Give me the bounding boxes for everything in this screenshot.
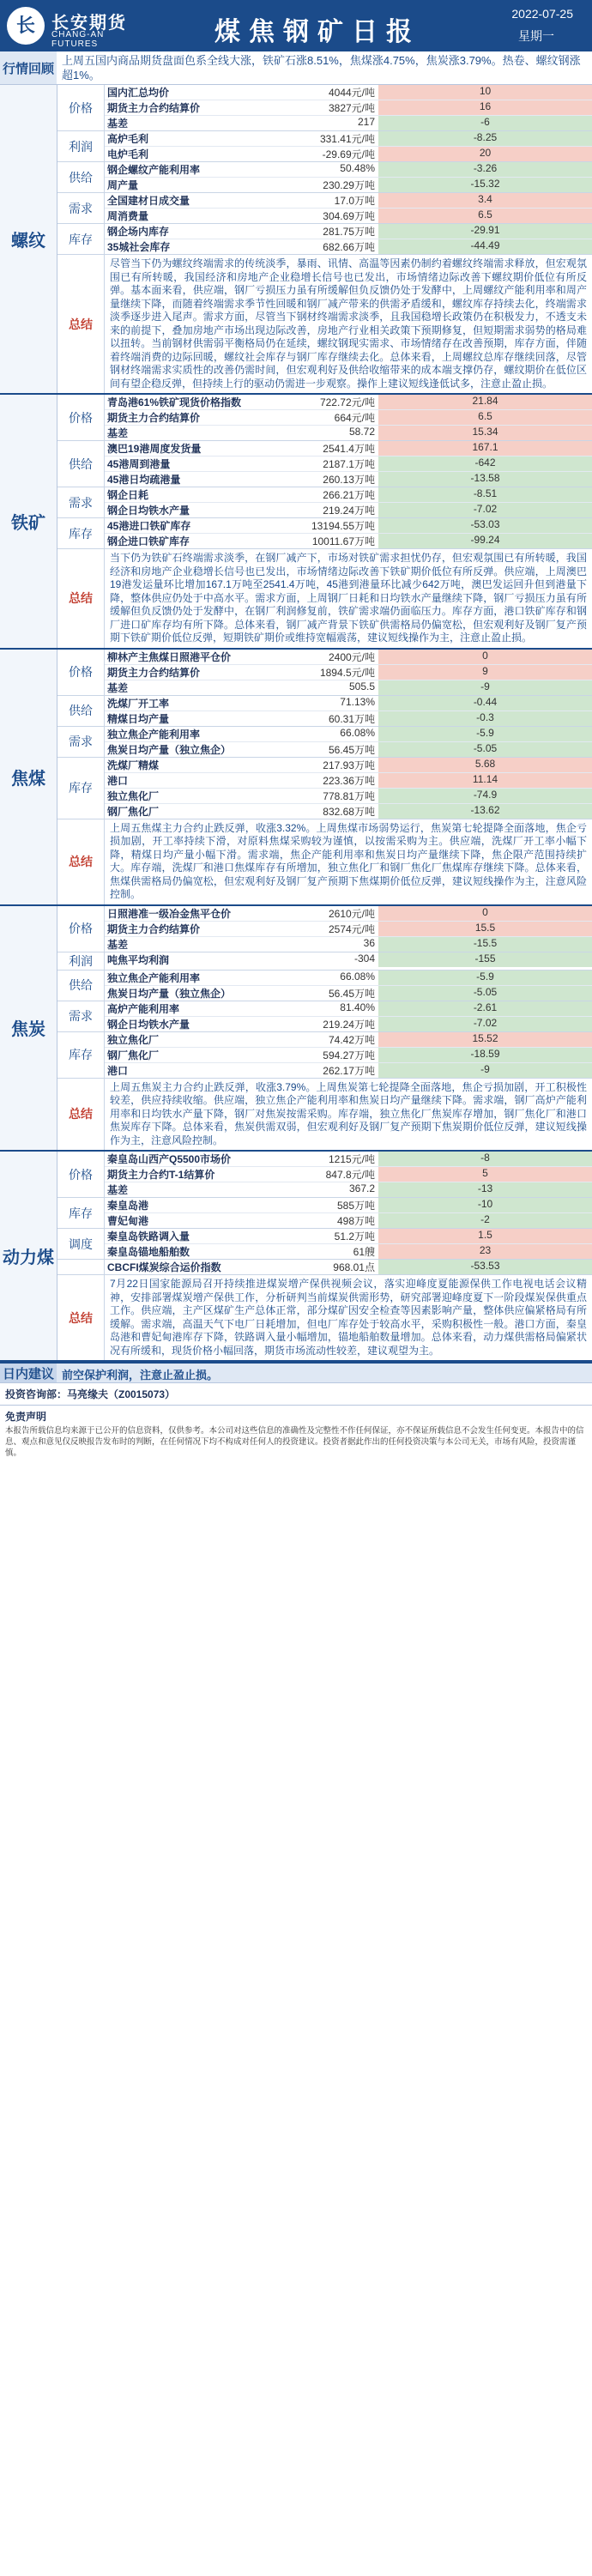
indicator-change: -15.32: [378, 178, 592, 192]
commodity-section: [0, 906, 592, 1152]
logo-mark-icon: 长: [7, 7, 45, 45]
intraday-advice-text: 前空保护利润，注意止盈止损。: [62, 1369, 219, 1382]
indicator-group: [57, 131, 592, 162]
table-row: [105, 1182, 592, 1197]
indicator-change: -3.26: [378, 162, 592, 177]
indicator-value: 56.45万吨: [328, 743, 375, 756]
commodity-section: [0, 650, 592, 906]
table-row: [105, 1198, 592, 1213]
indicator-value: 56.45万吨: [328, 987, 375, 1000]
indicator-value: 219.24万吨: [323, 505, 375, 517]
table-row: [105, 395, 592, 410]
indicator-name: 焦炭日均产量（独立焦企）: [107, 987, 232, 1000]
indicator-name: 钢企螺纹产能利用率: [107, 164, 201, 176]
indicator-group-label: 价格: [57, 1152, 105, 1197]
indicator-name: 独立焦企产能利用率: [107, 728, 201, 741]
indicator-value: 266.21万吨: [323, 489, 375, 501]
indicator-group-label: 需求: [57, 487, 105, 517]
commodity-body: [57, 650, 592, 904]
indicator-value: 230.29万吨: [323, 179, 375, 191]
indicator-name: 秦皇岛锚地船舶数: [107, 1246, 190, 1258]
indicator-name: 钢企日均铁水产量: [107, 1018, 190, 1031]
indicator-change: -74.9: [378, 789, 592, 803]
indicator-name: 期货主力合约结算价: [107, 102, 201, 114]
indicator-group-label: 供给: [57, 162, 105, 192]
indicator-name: 日照港准一级冶金焦平仓价: [107, 907, 232, 920]
table-row: [105, 178, 592, 192]
indicator-change: -10: [378, 1198, 592, 1212]
table-row: [105, 650, 592, 665]
table-row: [105, 239, 592, 254]
report-title: 煤焦钢矿日报: [214, 18, 420, 46]
indicator-name: 独立焦化厂: [107, 789, 160, 802]
indicator-group: [57, 487, 592, 518]
indicator-name: 35城社会库存: [107, 241, 171, 253]
indicator-value: 74.42万吨: [328, 1033, 375, 1046]
analyst-info: 投资咨询部：马亮缘夫（Z0015073）: [0, 1383, 592, 1406]
indicator-value: 17.0万吨: [334, 195, 375, 207]
indicator-name: 期货主力合约结算价: [107, 922, 201, 935]
indicator-change: 6.5: [378, 410, 592, 425]
table-row: [105, 727, 592, 742]
table-row: [105, 906, 592, 922]
indicator-name: 周消费量: [107, 210, 149, 222]
commodity-body: [57, 906, 592, 1151]
indicator-group-label: 价格: [57, 395, 105, 440]
indicator-name: 洗煤厂精煤: [107, 759, 160, 771]
commodity-name: 铁矿: [0, 395, 57, 648]
indicator-name: 焦炭日均产量（独立焦企）: [107, 743, 232, 756]
indicator-change: -18.59: [378, 1048, 592, 1062]
summary-label: 总结: [57, 549, 105, 648]
table-row: [105, 742, 592, 757]
indicator-group: [57, 85, 592, 131]
indicator-name: 基差: [107, 427, 129, 439]
indicator-value: 1215元/吨: [328, 1153, 375, 1165]
indicator-change: -5.9: [378, 727, 592, 741]
indicator-name: 洗煤厂开工率: [107, 697, 170, 710]
indicator-value: 13194.55万吨: [311, 520, 375, 532]
market-review: [0, 51, 592, 85]
indicator-value: 262.17万吨: [323, 1064, 375, 1077]
indicator-value: 217.93万吨: [323, 759, 375, 771]
indicator-group: [57, 224, 592, 255]
table-row: [105, 758, 592, 773]
table-row: [105, 680, 592, 695]
indicator-name: 期货主力合约结算价: [107, 412, 201, 424]
indicator-change: 5.68: [378, 758, 592, 772]
summary-label: 总结: [57, 1275, 105, 1360]
commodity-name: 动力煤: [0, 1152, 57, 1360]
indicator-change: -13.58: [378, 472, 592, 487]
indicator-value: 81.40%: [340, 1001, 375, 1013]
indicator-group: [57, 1152, 592, 1198]
indicator-group-label: [57, 1260, 105, 1274]
commodity-body: [57, 1152, 592, 1360]
table-row: [105, 711, 592, 726]
indicator-group-label: 库存: [57, 1032, 105, 1078]
indicator-change: -8.25: [378, 131, 592, 146]
commodity-section: [0, 85, 592, 395]
indicator-name: 高炉产能利用率: [107, 1002, 180, 1015]
indicator-change: -7.02: [378, 503, 592, 517]
indicator-change: -7.02: [378, 1017, 592, 1031]
indicator-group: [57, 727, 592, 758]
indicator-group-label: 供给: [57, 441, 105, 487]
report-date: 2022-07-25: [511, 7, 573, 21]
indicator-value: 505.5: [348, 680, 375, 692]
indicator-change: -2.61: [378, 1001, 592, 1016]
indicator-value: 61艘: [353, 1246, 375, 1258]
indicator-value: 4044元/吨: [328, 87, 375, 99]
indicator-change: 167.1: [378, 441, 592, 456]
indicator-value: 968.01点: [333, 1261, 375, 1273]
table-row: [105, 472, 592, 487]
indicator-group: [57, 193, 592, 224]
indicator-change: 9: [378, 665, 592, 680]
indicator-name: 钢企日耗: [107, 489, 149, 501]
summary-block: [57, 255, 592, 393]
indicator-name: 基差: [107, 681, 129, 694]
indicator-change: 23: [378, 1244, 592, 1259]
indicator-value: -304: [353, 952, 375, 964]
indicator-change: -13: [378, 1182, 592, 1197]
indicator-change: -5.9: [378, 971, 592, 985]
indicator-name: 钢企场内库存: [107, 226, 170, 238]
indicator-name: 青岛港61%铁矿现货价格指数: [107, 396, 242, 408]
indicator-group-label: 需求: [57, 193, 105, 223]
indicator-change: -8.51: [378, 487, 592, 502]
indicator-group-label: 利润: [57, 131, 105, 161]
indicator-change: -2: [378, 1213, 592, 1228]
indicator-change: -44.49: [378, 239, 592, 254]
indicator-value: 367.2: [348, 1182, 375, 1194]
indicator-value: 498万吨: [336, 1215, 375, 1227]
indicator-value: 51.2万吨: [334, 1231, 375, 1243]
indicator-change: -642: [378, 457, 592, 471]
table-row: [105, 193, 592, 209]
indicator-value: 847.8元/吨: [325, 1169, 375, 1181]
indicator-name: 基差: [107, 938, 129, 951]
summary-label: 总结: [57, 819, 105, 904]
indicator-name: 45港周到港量: [107, 458, 171, 470]
table-row: [105, 696, 592, 711]
indicator-change: -5.05: [378, 986, 592, 1001]
table-row: [105, 1063, 592, 1078]
indicator-value: 2400元/吨: [328, 650, 375, 663]
table-row: [105, 789, 592, 804]
table-row: [105, 224, 592, 239]
indicator-value: 3827元/吨: [328, 102, 375, 114]
table-row: [105, 100, 592, 116]
indicator-name: 曹妃甸港: [107, 1215, 149, 1227]
company-logo: [7, 7, 153, 49]
indicator-change: 16: [378, 100, 592, 115]
table-row: [105, 952, 592, 967]
indicator-name: 基差: [107, 118, 129, 130]
table-row: [105, 518, 592, 534]
indicator-change: -99.24: [378, 534, 592, 548]
indicator-group-label: 库存: [57, 758, 105, 819]
indicator-change: -53.03: [378, 518, 592, 533]
table-row: [105, 162, 592, 178]
indicator-name: 港口: [107, 774, 129, 787]
summary-text: 上周五焦煤主力合约止跌反弹，收涨3.32%。上周焦煤市场弱势运行，焦炭第七轮提降全面落地，焦企亏损加剧，开工率持续下滑，对原料焦煤采购较为谨慎，以按需采购为主。供应端，洗煤厂开工率小幅下降，精煤日均产量小幅下滑。需求端，焦企产能利用率和焦炭日均产量继续下降，焦企限产范围持续扩大。库存端，洗煤厂和港口焦煤库存有所增加，独立焦化厂和钢厂焦化厂焦煤库存继续下降。总体来看，焦煤供需格局仍偏宽松，但宏观利好及钢厂复产预期下焦煤期价低位反弹，建议短线操作为主，注意风险控制。: [110, 821, 587, 900]
indicator-value: 260.13万吨: [323, 474, 375, 486]
indicator-value: 1894.5元/吨: [319, 666, 375, 679]
table-row: [105, 937, 592, 952]
summary-block: [57, 1275, 592, 1360]
table-row: [105, 1260, 592, 1274]
table-row: [105, 147, 592, 161]
indicator-group: [57, 1198, 592, 1229]
indicator-value: 10011.67万吨: [311, 535, 375, 547]
indicator-group: [57, 518, 592, 549]
table-row: [105, 116, 592, 130]
indicator-name: 秦皇岛港: [107, 1200, 149, 1212]
indicator-group: [57, 650, 592, 696]
indicator-group: [57, 1032, 592, 1079]
indicator-change: -8: [378, 1152, 592, 1166]
indicator-value: 585万吨: [336, 1200, 375, 1212]
indicator-value: 682.66万吨: [323, 241, 375, 253]
indicator-value: -29.69元/吨: [322, 148, 375, 160]
table-row: [105, 986, 592, 1001]
indicator-change: 11.14: [378, 773, 592, 788]
commodity-name: 焦煤: [0, 650, 57, 904]
indicator-group: [57, 1001, 592, 1032]
table-row: [105, 1152, 592, 1167]
indicator-name: 期货主力合约结算价: [107, 666, 201, 679]
indicator-value: 281.75万吨: [323, 226, 375, 238]
indicator-value: 223.36万吨: [323, 774, 375, 787]
indicator-name: 钢厂焦化厂: [107, 1049, 160, 1061]
indicator-group-label: 调度: [57, 1229, 105, 1259]
indicator-value: 219.24万吨: [323, 1018, 375, 1031]
indicator-change: -9: [378, 680, 592, 695]
table-row: [105, 209, 592, 223]
indicator-value: 217: [357, 116, 375, 128]
table-row: [105, 410, 592, 426]
indicator-change: 15.5: [378, 922, 592, 936]
table-row: [105, 1213, 592, 1228]
indicator-group-label: 价格: [57, 650, 105, 695]
indicator-name: 钢企日均铁水产量: [107, 505, 190, 517]
table-row: [105, 665, 592, 680]
indicator-value: 50.48%: [340, 162, 375, 174]
logo-cn: 长安期货: [51, 14, 127, 33]
indicator-change: -155: [378, 952, 592, 967]
indicator-name: 周产量: [107, 179, 139, 191]
indicator-change: -13.62: [378, 804, 592, 819]
indicator-name: 高炉毛利: [107, 133, 149, 145]
indicator-name: 澳巴19港周度发货量: [107, 443, 202, 455]
indicator-group-label: 库存: [57, 518, 105, 548]
indicator-change: 0: [378, 906, 592, 921]
indicator-group: [57, 162, 592, 193]
indicator-name: 港口: [107, 1064, 129, 1077]
indicator-group: [57, 1229, 592, 1260]
indicator-group: [57, 1260, 592, 1275]
table-row: [105, 1017, 592, 1031]
table-row: [105, 1244, 592, 1259]
indicator-group: [57, 758, 592, 819]
indicator-value: 594.27万吨: [323, 1049, 375, 1061]
indicator-group: [57, 971, 592, 1001]
indicator-change: 5: [378, 1167, 592, 1182]
indicator-value: 66.08%: [340, 970, 375, 983]
table-row: [105, 773, 592, 789]
indicator-change: 0: [378, 650, 592, 664]
commodity-section: [0, 395, 592, 650]
table-row: [105, 85, 592, 100]
indicator-value: 331.41元/吨: [319, 133, 375, 145]
indicator-name: 吨焦平均利润: [107, 953, 170, 966]
indicator-change: 15.34: [378, 426, 592, 440]
indicator-change: 10: [378, 85, 592, 100]
indicator-name: 秦皇岛山西产Q5500市场价: [107, 1153, 232, 1165]
indicator-value: 664元/吨: [334, 412, 375, 424]
summary-label: 总结: [57, 1079, 105, 1151]
indicator-name: 国内汇总均价: [107, 87, 170, 99]
summary-block: [57, 819, 592, 904]
indicator-value: 2541.4万吨: [323, 443, 375, 455]
commodity-section: [0, 1152, 592, 1362]
intraday-advice-label: 日内建议: [0, 1364, 57, 1382]
indicator-change: 15.52: [378, 1032, 592, 1047]
summary-text: 当下仍为铁矿石终端需求淡季，在钢厂减产下，市场对铁矿需求担忧仍存，但宏观氛围已有所转暖，我国经济和房地产企业稳增长信号也已发出，市场情绪边际改善下铁矿期价低位有所反弹。供应端，上周澳巴19港发运量环比增加167.1万吨至2541.4万吨，45港到港量环比减少642万吨，澳巴发运回升但到港量下降，整体供应仍处于中高水平。需求方面，上周钢厂日耗和日均铁水产量继续下降，钢厂亏损压力虽有所缓解但负反馈仍处于发酵中，在钢厂利润修复前，铁矿需求端仍面临压力。库存方面，港口铁矿库存和钢厂进口矿库存均有所下降。总体来看，钢厂减产背景下铁矿供需格局仍偏宽松，但宏观利好及钢厂复产预期下铁矿期价低位反弹，短期铁矿期价或维持宽幅震荡，建议短线操作为主，注意止盈止损。: [110, 552, 587, 644]
report-header: [0, 0, 592, 51]
table-row: [105, 1229, 592, 1244]
table-row: [105, 971, 592, 986]
indicator-name: 期货主力合约T-1结算价: [107, 1169, 215, 1181]
indicator-group-label: 价格: [57, 85, 105, 130]
indicator-group: [57, 395, 592, 441]
table-row: [105, 441, 592, 457]
indicator-value: 60.31万吨: [328, 712, 375, 725]
indicator-value: 778.81万吨: [323, 789, 375, 802]
indicator-group-label: 价格: [57, 906, 105, 952]
indicator-group-label: 库存: [57, 1198, 105, 1228]
indicator-change: 21.84: [378, 395, 592, 409]
indicator-name: 秦皇岛铁路调入量: [107, 1231, 190, 1243]
indicator-group-label: 供给: [57, 971, 105, 1001]
table-row: [105, 487, 592, 503]
indicator-group: [57, 952, 592, 971]
table-row: [105, 503, 592, 517]
indicator-change: 3.4: [378, 193, 592, 208]
summary-text: 上周五焦炭主力合约止跌反弹，收涨3.79%。上周焦炭第七轮提降全面落地，焦企亏损加剧，开工积极性较差，供应持续收缩。供应端，独立焦企产能利用率和焦炭日均产量继续下降。需求端，钢厂高炉产能利用率和日均铁水产量下降，钢厂对焦炭按需采购。库存端，独立焦化厂焦炭库存增加，钢厂焦化厂和港口焦炭库存下降。总体来看，焦炭供需双弱，但宏观利好及钢厂复产预期下焦炭期价低位反弹，建议短线操作为主，注意风险控制。: [110, 1080, 587, 1146]
table-row: [105, 1167, 592, 1182]
indicator-group-label: 需求: [57, 1001, 105, 1031]
table-row: [105, 131, 592, 147]
indicator-value: 304.69万吨: [323, 210, 375, 222]
table-row: [105, 922, 592, 937]
indicator-name: 钢企进口铁矿库存: [107, 535, 190, 547]
indicator-group-label: 需求: [57, 727, 105, 757]
indicator-name: 全国建材日成交量: [107, 195, 190, 207]
table-row: [105, 804, 592, 819]
indicator-group: [57, 906, 592, 952]
commodity-name: 焦炭: [0, 906, 57, 1151]
commodity-body: [57, 85, 592, 393]
indicator-value: 2187.1万吨: [323, 458, 375, 470]
indicator-name: 独立焦企产能利用率: [107, 971, 201, 984]
indicator-name: 电炉毛利: [107, 148, 149, 160]
indicator-group-label: 供给: [57, 696, 105, 726]
indicator-change: -53.53: [378, 1260, 592, 1274]
table-row: [105, 1032, 592, 1048]
summary-label: 总结: [57, 255, 105, 393]
table-row: [105, 1001, 592, 1017]
indicator-group-label: 利润: [57, 952, 105, 970]
indicator-change: 6.5: [378, 209, 592, 223]
indicator-value: 832.68万吨: [323, 805, 375, 818]
indicator-change: -0.44: [378, 696, 592, 711]
indicator-change: -15.5: [378, 937, 592, 952]
commodity-sections: [0, 85, 592, 1362]
summary-block: [57, 1079, 592, 1151]
summary-text: 7月22日国家能源局召开持续推进煤炭增产保供视频会议，落实迎峰度夏能源保供工作电视电话会议精神，安排部署煤炭增产保供工作，分析研判当前煤炭供需形势，研究部署迎峰度夏下一阶段煤炭保供重点工作。供应端，主产区煤矿生产总体正常，部分煤矿因安全检查等因素影响产量，整体供应偏紧格局有所缓解。需求端，高温天气下电厂日耗增加，但电厂库存处于较高水平，采购积极性一般。港口方面，秦皇岛港和曹妃甸港库存下降，铁路调入量小幅增加，锚地船舶数量增加。总体来看，动力煤供需格局偏紧状况有所缓和，现货价格小幅回落，期货市场流动性较差，建议观望为主。: [110, 1278, 587, 1357]
indicator-name: CBCFI煤炭综合运价指数: [107, 1261, 221, 1273]
indicator-change: 20: [378, 147, 592, 161]
indicator-change: -29.91: [378, 224, 592, 239]
intraday-advice: [0, 1362, 592, 1383]
indicator-name: 基差: [107, 1184, 129, 1196]
indicator-value: 2574元/吨: [328, 922, 375, 935]
indicator-change: -6: [378, 116, 592, 130]
indicator-value: 2610元/吨: [328, 907, 375, 920]
table-row: [105, 1048, 592, 1063]
indicator-name: 钢厂焦化厂: [107, 805, 160, 818]
summary-text: 尽管当下仍为螺纹终端需求的传统淡季，暴雨、讯情、高温等因素仍制约着螺纹终端需求释放，但宏观氛围已有所转暖，我国经济和房地产企业稳增长信号也已发出，市场情绪边际改善下螺纹期价低位有所反弹。基本面来看，供应端，钢厂亏损压力虽有所缓解但负反馈仍处于发酵中，上周螺纹产能利用率和周产量继续下降，而随着终端需求季节性回暖和钢厂减产带来的供需矛盾缓和，螺纹库存持续去化，终端需求淡季逐步进入尾声。需求方面，尽管当下钢材终端需求淡季，且我国稳增长政策仍在积极发力，不透支未来的前提下，叠加房地产市场出现边际改善，房地产行业相关政策下预期修复，但短期需求弱势的格局难以扭转。当前钢材供需弱平衡格局仍在延续，螺纹钢现实需求、市场情绪存在改善预期，库存方面，伴随着终端消费的边际回暖，螺纹社会库存与钢厂库存继续去化。总体来看，上周螺纹总库存继续回落，尽管钢材终端需求实质性的改善仍需时间，但宏观利好及供给收缩带来的成本端支撑仍存，螺纹期价在低位区间有望企稳反弹，但持续上行的驱动仍需进一步观察。操作上建议短线逢低试多，注意止盈止损。: [110, 257, 587, 390]
indicator-value: 722.72元/吨: [319, 396, 375, 408]
indicator-group: [57, 441, 592, 487]
indicator-name: 45港进口铁矿库存: [107, 520, 191, 532]
indicator-name: 45港日均疏港量: [107, 474, 181, 486]
report-weekday: 星期一: [518, 29, 554, 43]
indicator-name: 精煤日均产量: [107, 712, 170, 725]
indicator-group-label: 库存: [57, 224, 105, 254]
disclaimer-title: 免责声明: [5, 1411, 47, 1423]
summary-block: [57, 549, 592, 648]
indicator-change: -5.05: [378, 742, 592, 757]
indicator-value: 58.72: [348, 426, 375, 438]
market-review-text: 上周五国内商品期货盘面色系全线大涨，铁矿石涨8.51%，焦煤涨4.75%，焦炭涨3.79%。热卷、螺纹钢涨超1%。: [62, 54, 581, 82]
indicator-name: 柳林产主焦煤日照港平仓价: [107, 650, 232, 663]
indicator-value: 66.08%: [340, 726, 375, 739]
indicator-change: -9: [378, 1063, 592, 1078]
table-row: [105, 534, 592, 548]
indicator-value: 36: [363, 936, 375, 949]
commodity-name: 螺纹: [0, 85, 57, 393]
indicator-change: 1.5: [378, 1229, 592, 1243]
commodity-body: [57, 395, 592, 648]
indicator-change: -0.3: [378, 711, 592, 726]
logo-en: CHANG-AN FUTURES: [51, 30, 105, 49]
disclaimer-text: 本报告所载信息均来源于已公开的信息资料，仅供参考。本公司对这些信息的准确性及完整性不作任何保证，亦不保证所载信息不会发生任何变更。本报告中的信息、观点和意见仅反映报告发布时的判断，在任何情况下均不构成对任何人的投资建议。投资者据此作出的任何投资决策与本公司无关，市场有风险，投资需谨慎。: [5, 1426, 584, 1458]
table-row: [105, 457, 592, 472]
indicator-value: 71.13%: [340, 695, 375, 708]
table-row: [105, 426, 592, 440]
market-review-label: 行情回顾: [0, 51, 57, 84]
indicator-group: [57, 696, 592, 727]
indicator-name: 独立焦化厂: [107, 1033, 160, 1046]
